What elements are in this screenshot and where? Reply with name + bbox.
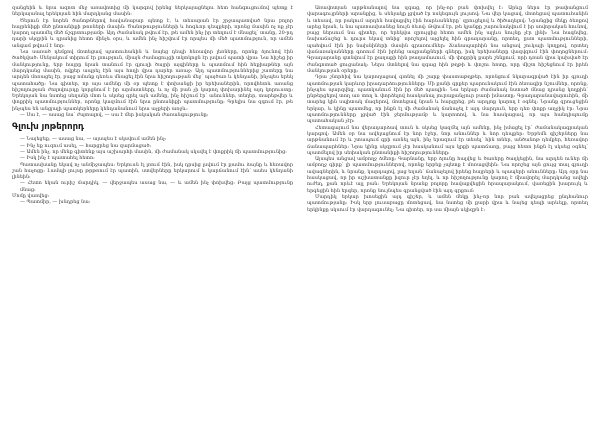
chapter-heading: Գլուխ յոթերորդ — [12, 122, 85, 133]
paragraph: Հետագայում նա վերադարձավ տուն և սկսեց կազմել այն ամենը, ինչ իմացել էր՝ ժամանակագրական կարգով: Ամեն օր նա ավելացնում էր նոր էջեր, նոր անուններ և նոր դեպքեր: Երբեմն գիշերները նա արթնանում էր և շտապում գրի առնել այն, ինչ երազում էր տեսել՝ հին տներ, անծանոթ դեմքեր, հեռավոր ճանապարհներ: Նրա կինը սկզբում չէր հասկանում այս կրքի պատճառը, բայց հետո ինքն էլ սկսեց օգնել՝ պատմելով իր սեփական ընտանիքի հիշողությունները: — [307, 124, 588, 156]
paragraph: Պատասխանը եկավ ոչ անմիջապես: Երկուսն էլ լռում էին, իսկ դրսից լսվում էր քամու ձայնը և հեռավոր շան հաչոցը: Լամպի լույսը թրթռում էր պատին, ստվերները երկարում և կարճանում էին՝ ասես կենդանի լինեին: — [12, 161, 293, 181]
right-column — [307, 5, 588, 420]
paragraph: զանցեին և նրա ազոտ մեջ առավոտից մի կարգով իրենց ներկայացնելու հետ հանգուցումով պետք է ներկայանալ երեկոյան հին մարդկանց մասին: — [12, 5, 293, 18]
paragraph: Նա սառած դեմքով մոտեցավ պատուհանին և նայեց դեպի հեռավոր լեռները, որոնք ձյունով էին ծածկված: Սենյակում տիրում էր լռություն, միայն ժամացույցի տկտկոցն էր լսվում պատի վրա: Նա հիշեց իր մանկությունը, երբ հայրը նրան տանում էր գյուղի ծայրի այգիները և պատմում հին հեքիաթներ այն մարդկանց մասին, ովքեր ապրել էին այս հողի վրա դարեր առաջ: Այդ պատմություններից շատերը նա արդեն մոռացել էր, բայց ոմանք դեռևս մնացել էին նրա հիշողության մեջ՝ պայծառ և կենդանի, ինչպես երեկ պատահածը: Նա գիտեր, որ այս ամենը մի օր պետք է փոխանցի իր երեխաներին, որովհետև առանց հիշողության ժողովուրդը կորցնում է իր արմատները, և ոչ մի բան չի կարող փոխարինել այդ կորուստը: Երեկոյան նա նստեց սեղանի մոտ և սկսեց գրել այն ամենը, ինչ հիշում էր՝ անուններ, տեղեր, տարեթվեր և փոքրիկ պատմություններ, որոնք կազմում էին նրա ընտանիքի պատմությունը: Գրելիս նա զգում էր, թե ինչպես են անցյալի պատկերները կենդանանում նրա աչքերի առջև: — [12, 49, 293, 112]
paragraph: Մարդիկ երկար խոսեցին այդ գիշեր, և ամեն մեկը ինչ-որ նոր բան ավելացրեց ընդհանուր պատմությանը: Իսկ երբ լուսաբացը մոտեցավ, նա նստեց մի քարի վրա և նայեց դեպի արևելք, որտեղ երկինքը սկսում էր վարդագունել: Նա գիտեր, որ սա միայն սկիզբն է: — [307, 193, 588, 213]
dialogue-line: — Իսկ ինչ է պատահել հետո: — [20, 155, 95, 162]
paragraph: — Սա է, — ասաց նա՝ ժպտալով, — սա է մեր իսկական ժառանգությունը: — [20, 112, 209, 119]
paragraph: Այսպես անցավ ամբողջ ձմեռը: Գարնանը, երբ ձյունը հալվեց և ծառերը ծաղկեցին, նա արդեն ուներ մի ամբողջ գիրք՝ լի պատմություններով, որոնք երբեք չպետք է մոռացվեին: Նա որոշեց այն ցույց տալ գյուղի ավագներին, և նրանք, կարդալով, լաց եղան՝ ճանաչելով իրենց հայրերի և պապերի անունները: Այդ օրը նա հասկացավ, որ իր աշխատանքը իզուր չէր եղել, և որ հիշողությունը կարող է միավորել մարդկանց ավելի ուժեղ, քան որևէ այլ բան: Երեկոյան նրանք բոլորը հավաքվեցին հրապարակում, վառեցին խարույկ և երգեցին հին երգեր, որոնք նույնպես գրանցված էին այդ գրքում: — [307, 156, 588, 194]
dialogue-line: — Նայեցեք, — ասաց նա, — այսպես է սկսվում ամեն ինչ: — [20, 136, 167, 143]
dialogue-line: — Ինչ եք ուզում ասել, — հարցրեց նա զարմացած: — [20, 142, 152, 149]
paragraph: Մոմը վառվեց: — [12, 193, 50, 200]
paragraph: Առավոտյան արթնանալով նա զգաց, որ ինչ-որ բան փոխվել է: Արևը ներս էր թափանցում վարագույրների արանքից, և սենյակը լցված էր ոսկեգույն լույսով: Նա վեր կացավ, մոտեցավ պատուհանին և տեսավ, որ բակում արդեն հավաքվել էին հարևանները՝ զրուցելով և ծիծաղելով: Նրանցից մեկը ձեռքով արեց նրան, և նա պատասխանեց նույն ձևով: Թվում էր, թե կյանքը շարունակվում է իր սովորական հունով, բայց ներսում նա գիտեր, որ երեկվա զրույցից հետո ամեն ինչ այլևս նույնը չէր լինի: Նա հագնվեց, նախաճաշեց և դուրս եկավ տնից՝ որոշելով այցելել հին գրադարանը, որտեղ, ըստ պատմությունների, պահվում էին իր նախնիների մասին գրառումներ: Ճանապարհին նա անցավ շուկայի կողքով, որտեղ վաճառականները գոռում էին իրենց ապրանքների գները, իսկ երեխաները վազվզում էին փողոցներում: Գրադարանը գտնվում էր քաղաքի հին թաղամասում, մի փոքրիկ քարե շենքում, որի դռան վրա կախված էր ժանգոտած ցուցանակ: Ներս մտնելով նա զգաց հին թղթի և փոշու հոտը, որը միշտ հիշեցնում էր իրեն մանկության օրերը: — [307, 5, 588, 74]
dialogue-line: — Պատմիր, — խնդրեց նա: — [20, 199, 91, 206]
paragraph: Ծերուն էր նորեն ծանոթներով հավանաբար պետք է, և տեսարան էր շրջապատված նրա բոլոր հայրենիքի մեծ ընտանիքի թոռների մասին: Ծանոթությունների և հոգևոր դեպքերի, որոնց մասին ոչ ոք չէր կարող պատմել մեծ ճշգրտությամբ: Այդ ժամանակ թվում էր, թե ամեն ինչ իր տեղում է մնացել՝ տանը, 20-րդ դարի սկզբին և դրանից հետո մինչև օրս, և ամեն ինչ հիշվում էր որպես մի մեծ պատմություն, որ ամեն անգամ թվում է նոր: — [12, 17, 293, 49]
dialogue-line: — Ամեն ինչ, որ մենք գիտենք այս աշխարհի մասին, մի ժամանակ սկսվել է փոքրիկ մի պատմությունից: — [20, 148, 287, 155]
paragraph: Դրա շնորհիվ նա կարողացավ գտնել մի շարք փաստաթղթեր, որոնցում նկարագրված էին իր գյուղի պատմության կարևոր իրադարձությունները: Մի քանի գրքեր պարունակում էին ձեռագիր նշումներ, որոնք, ինչպես պարզվեց, պատկանում էին իր մեծ պապին: Նա երկար ժամանակ նստած մնաց դրանց կողքին՝ ընթերցելով տող առ տող և փորձելով հասկանալ յուրաքանչյուր բառի իմաստը: Գրադարանավարուհին, մի տարեց կին սպիտակ մազերով, մոտեցավ նրան և հարցրեց, թե արդյոք կարող է օգնել: Նրանք զրուցեցին երկար, և կինը պատմեց, որ ինքն էլ մի ժամանակ ճանաչել է այդ մարդուն, երբ դեռ փոքր աղջիկ էր: Նրա պատմությունները լցված էին ջերմությամբ և կարոտով, և նա հասկացավ, որ այս հանդիպումը պատահական չէր: — [307, 74, 588, 125]
left-column — [12, 5, 293, 420]
dialogue-line: — Հետո եկան ուրիշ մարդիկ, — վերջապես ասաց նա, — և ամեն ինչ փոխվեց: Բայց պատմությունը մնաց: — [20, 180, 293, 193]
